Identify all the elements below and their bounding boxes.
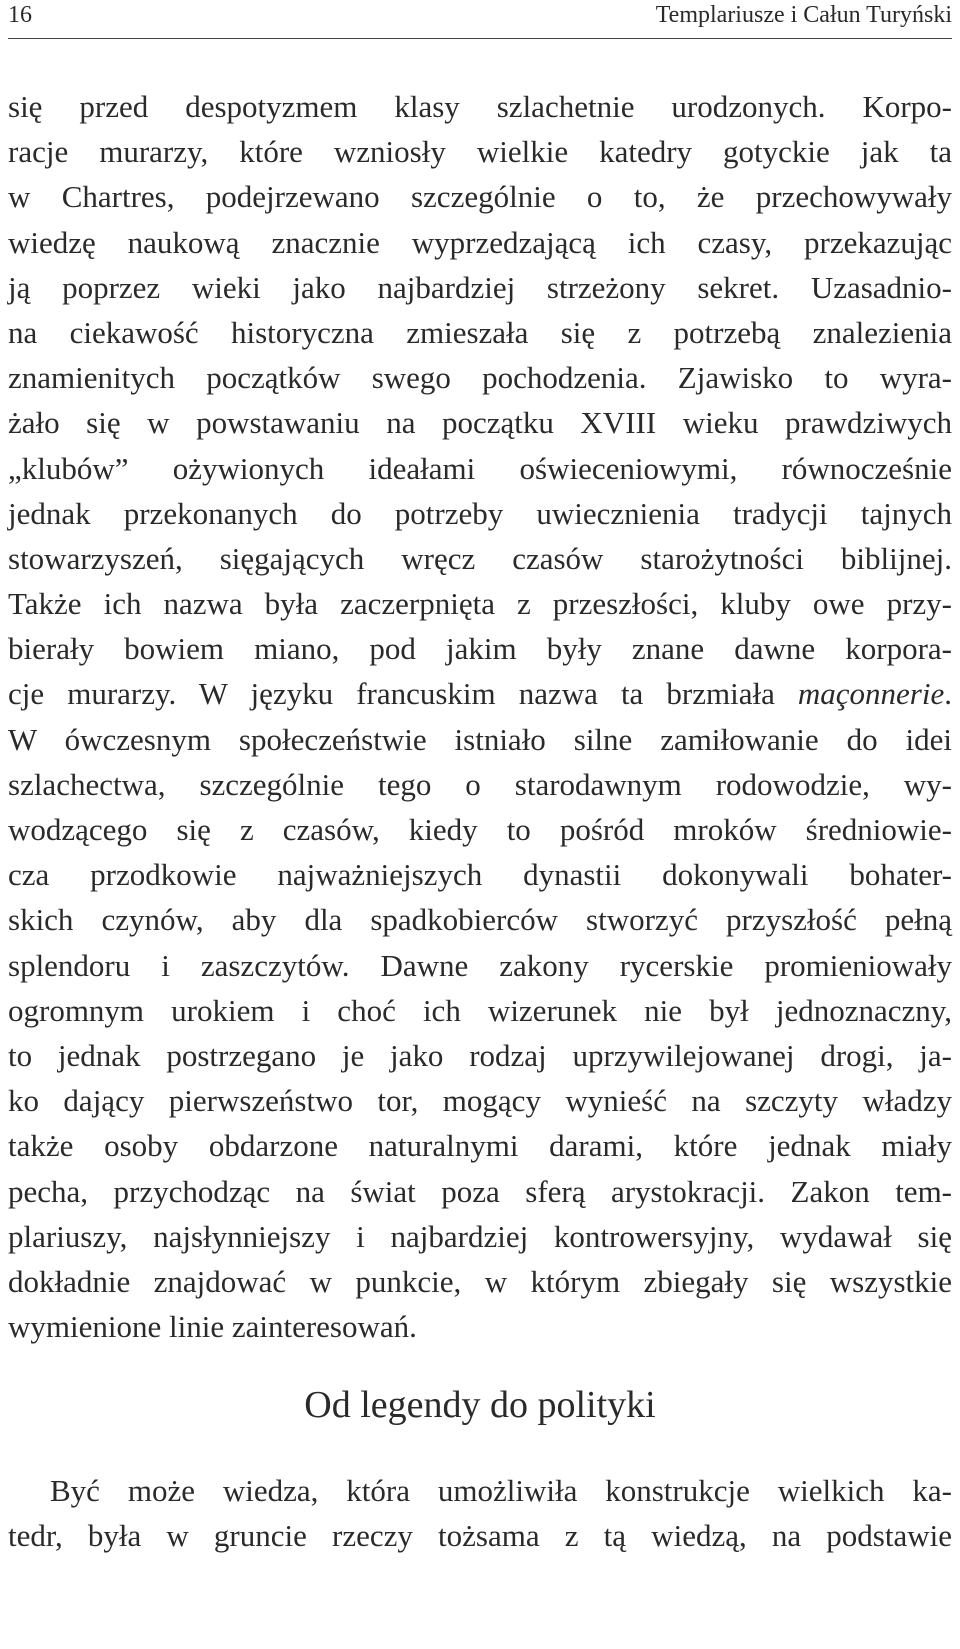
text-line: ko dający pierwszeństwo tor, mogący wynieść na szczyty władzy — [8, 1083, 952, 1119]
italic-term: maçonnerie — [797, 676, 945, 712]
text-line: W ówczesnym społeczeństwie istniało silne zamiłowanie do idei — [8, 721, 952, 757]
text-line: skich czynów, aby dla spadkobierców stworzyć przyszłość pełną — [8, 902, 952, 938]
text-line: plariuszy, najsłynniejszy i najbardziej kontrowersyjny, wydawał się — [8, 1218, 952, 1254]
text-line: ją poprzez wieki jako najbardziej strzeżony sekret. Uzasadnio- — [8, 269, 952, 305]
text-segment: cje murarzy. W języku francuskim nazwa ta brzmiała — [8, 676, 798, 712]
text-line: tedr, była w gruncie rzeczy tożsama z tą wiedzą, na podstawie — [8, 1518, 952, 1554]
text-line: ogromnym urokiem i choć ich wizerunek nie był jednoznaczny, — [8, 992, 952, 1028]
page-number: 16 — [8, 2, 32, 28]
header-rule — [8, 38, 952, 39]
text-line: to jednak postrzegano je jako rodzaj uprzywilejowanej drogi, ja- — [8, 1037, 952, 1073]
text-line: szlachectwa, szczególnie tego o starodawnym rodowodzie, wy- — [8, 766, 952, 802]
text-line: wodzącego się z czasów, kiedy to pośród mroków średniowie- — [8, 812, 952, 847]
text-line-with-italic — [8, 671, 952, 716]
text-line: znamienitych początków swego pochodzenia. Zjawisko to wyra- — [8, 360, 952, 396]
running-title: Templariusze i Całun Turyński — [655, 2, 952, 28]
text-line: jednak przekonanych do potrzeby uwiecznienia tradycji tajnych — [8, 495, 952, 531]
text-line: na ciekawość historyczna zmieszała się z potrzebą znalezienia — [8, 314, 952, 350]
text-line: się przed despotyzmem klasy szlachetnie urodzonych. Korpo- — [8, 89, 952, 124]
text-line: Także ich nazwa była zaczerpnięta z przeszłości, kluby owe przy- — [8, 586, 952, 622]
running-header — [8, 0, 952, 36]
paragraph-main — [8, 84, 952, 1349]
text-line: wymienione linie zainteresowań. — [8, 1309, 417, 1345]
text-line: „klubów” ożywionych ideałami oświeceniowymi, równocześnie — [8, 450, 952, 486]
text-line: stowarzyszeń, sięgających wręcz czasów starożytności biblijnej. — [8, 540, 952, 576]
text-line: także osoby obdarzone naturalnymi darami, które jednak miały — [8, 1128, 952, 1164]
section-heading: Od legendy do polityki — [304, 1384, 656, 1426]
text-line: bierały bowiem miano, pod jakim były znane dawne korpora- — [8, 631, 952, 667]
text-line: racje murarzy, które wzniosły wielkie katedry gotyckie jak ta — [8, 134, 952, 170]
text-line: cza przodkowie najważniejszych dynastii dokonywali bohater- — [8, 857, 952, 893]
text-line: pecha, przychodząc na świat poza sferą arystokracji. Zakon tem- — [8, 1173, 952, 1209]
paragraph-section — [8, 1468, 952, 1558]
text-line: Być może wiedza, która umożliwiła konstrukcje wielkich ka- — [50, 1473, 952, 1508]
text-line: wiedzę naukową znacznie wyprzedzającą ich czasy, przekazując — [8, 224, 952, 260]
text-segment: . — [944, 676, 952, 712]
text-line: w Chartres, podejrzewano szczególnie o to, że przechowywały — [8, 179, 952, 215]
text-line: żało się w powstawaniu na początku XVIII wieku prawdziwych — [8, 405, 952, 441]
text-line: dokładnie znajdować w punkcie, w którym zbiegały się wszystkie — [8, 1263, 952, 1299]
text-line: splendoru i zaszczytów. Dawne zakony rycerskie promieniowały — [8, 947, 952, 983]
